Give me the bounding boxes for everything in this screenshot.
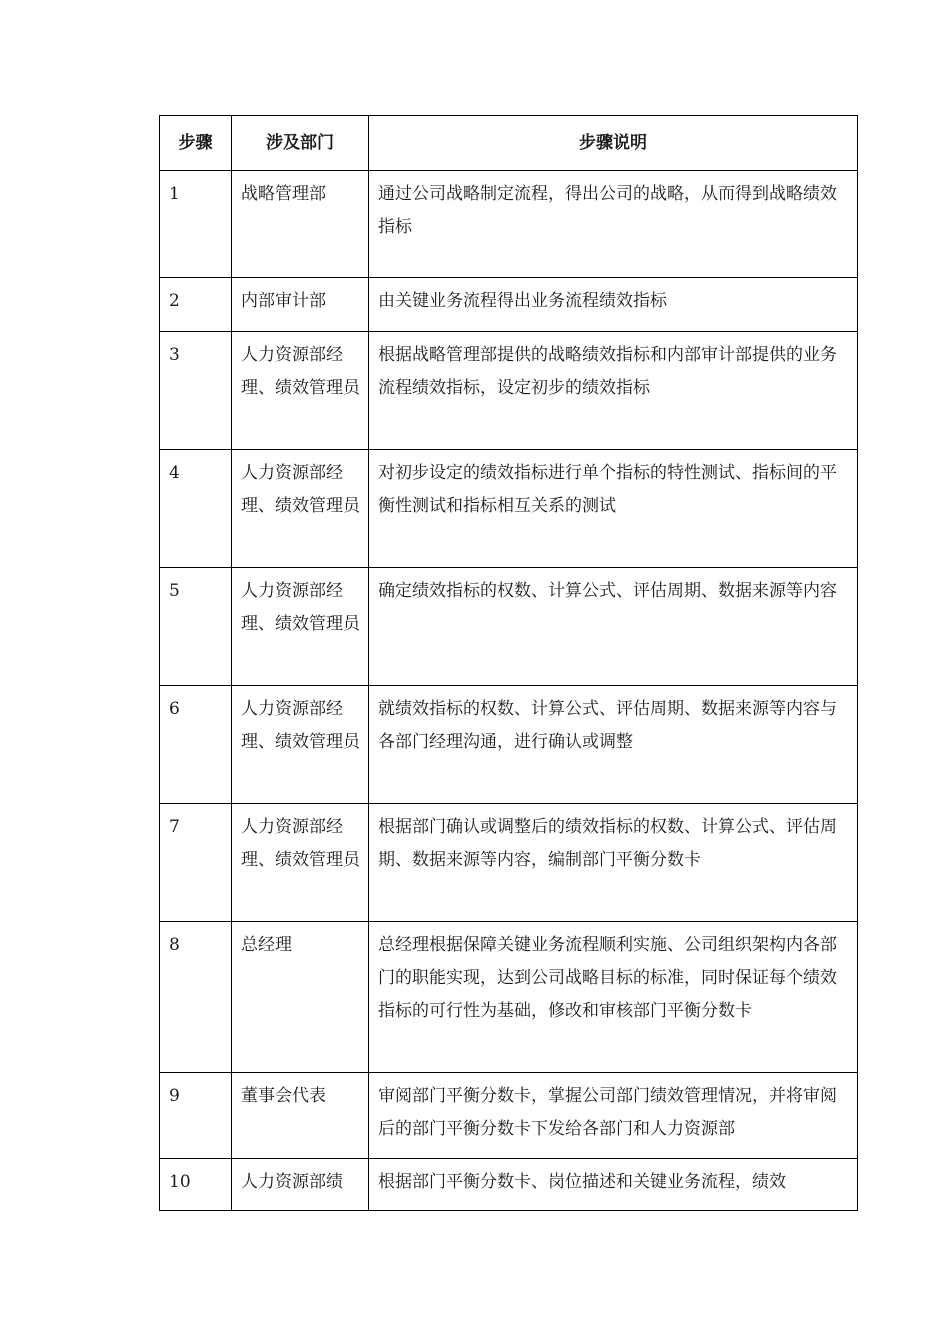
step-description: 确定绩效指标的权数、计算公式、评估周期、数据来源等内容 [369,568,858,686]
step-number: 9 [160,1073,232,1159]
step-description: 根据部门平衡分数卡、岗位描述和关键业务流程，绩效 [369,1159,858,1211]
step-department: 人力资源部经理、绩效管理员 [232,568,369,686]
table-row [160,1159,858,1211]
step-description: 总经理根据保障关键业务流程顺利实施、公司组织架构内各部门的职能实现，达到公司战略目标的标准，同时保证每个绩效指标的可行性为基础，修改和审核部门平衡分数卡 [369,922,858,1073]
step-description: 对初步设定的绩效指标进行单个指标的特性测试、指标间的平衡性测试和指标相互关系的测试 [369,450,858,568]
step-number: 5 [160,568,232,686]
step-department: 战略管理部 [232,171,369,278]
step-number: 1 [160,171,232,278]
step-department: 人力资源部经理、绩效管理员 [232,332,369,450]
step-number: 10 [160,1159,232,1211]
step-description: 由关键业务流程得出业务流程绩效指标 [369,278,858,332]
step-description: 通过公司战略制定流程，得出公司的战略，从而得到战略绩效指标 [369,171,858,278]
step-number: 8 [160,922,232,1073]
header-step: 步骤 [160,116,232,171]
step-department: 内部审计部 [232,278,369,332]
header-description: 步骤说明 [369,116,858,171]
step-number: 4 [160,450,232,568]
step-number: 6 [160,686,232,804]
table-row [160,171,858,278]
process-steps-table [159,115,858,1211]
table-row [160,568,858,686]
table-header-row [160,116,858,171]
table-row [160,450,858,568]
table-row [160,1073,858,1159]
step-department: 董事会代表 [232,1073,369,1159]
table-row [160,686,858,804]
header-department: 涉及部门 [232,116,369,171]
step-department: 人力资源部经理、绩效管理员 [232,804,369,922]
step-department: 总经理 [232,922,369,1073]
step-description: 就绩效指标的权数、计算公式、评估周期、数据来源等内容与各部门经理沟通，进行确认或调整 [369,686,858,804]
table-row [160,804,858,922]
step-number: 3 [160,332,232,450]
step-department: 人力资源部经理、绩效管理员 [232,686,369,804]
step-description: 审阅部门平衡分数卡，掌握公司部门绩效管理情况，并将审阅后的部门平衡分数卡下发给各部门和人力资源部 [369,1073,858,1159]
table-row [160,922,858,1073]
table-row [160,332,858,450]
step-description: 根据部门确认或调整后的绩效指标的权数、计算公式、评估周期、数据来源等内容，编制部门平衡分数卡 [369,804,858,922]
step-number: 7 [160,804,232,922]
step-number: 2 [160,278,232,332]
table-row [160,278,858,332]
step-description: 根据战略管理部提供的战略绩效指标和内部审计部提供的业务流程绩效指标，设定初步的绩效指标 [369,332,858,450]
step-department: 人力资源部绩 [232,1159,369,1211]
step-department: 人力资源部经理、绩效管理员 [232,450,369,568]
